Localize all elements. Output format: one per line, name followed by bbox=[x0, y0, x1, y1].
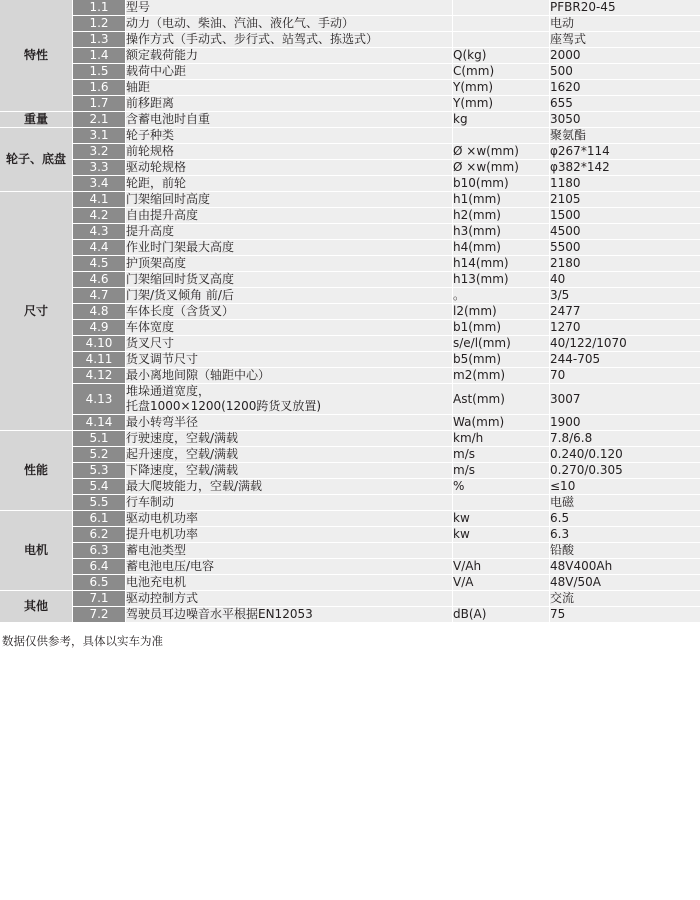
row-description: 前移距离 bbox=[126, 96, 453, 112]
table-row bbox=[0, 607, 700, 623]
row-unit: Wa(mm) bbox=[453, 415, 550, 431]
table-row bbox=[0, 591, 700, 607]
row-number: 4.13 bbox=[73, 384, 126, 415]
table-row bbox=[0, 272, 700, 288]
row-value: 2477 bbox=[550, 304, 700, 320]
row-unit: h14(mm) bbox=[453, 256, 550, 272]
row-unit: b10(mm) bbox=[453, 176, 550, 192]
table-row bbox=[0, 144, 700, 160]
row-number: 4.1 bbox=[73, 192, 126, 208]
row-unit: h2(mm) bbox=[453, 208, 550, 224]
row-number: 4.4 bbox=[73, 240, 126, 256]
row-unit: b1(mm) bbox=[453, 320, 550, 336]
row-value: 2105 bbox=[550, 192, 700, 208]
row-number: 4.8 bbox=[73, 304, 126, 320]
row-value: 48V/50A bbox=[550, 575, 700, 591]
row-number: 1.2 bbox=[73, 16, 126, 32]
row-unit: % bbox=[453, 479, 550, 495]
table-row bbox=[0, 495, 700, 511]
row-value: 聚氨酯 bbox=[550, 128, 700, 144]
row-number: 7.2 bbox=[73, 607, 126, 623]
table-row bbox=[0, 128, 700, 144]
row-number: 4.3 bbox=[73, 224, 126, 240]
row-value: 电磁 bbox=[550, 495, 700, 511]
table-row bbox=[0, 336, 700, 352]
row-value: 70 bbox=[550, 368, 700, 384]
table-row bbox=[0, 559, 700, 575]
row-description: 载荷中心距 bbox=[126, 64, 453, 80]
row-unit: Y(mm) bbox=[453, 80, 550, 96]
row-unit bbox=[453, 0, 550, 16]
row-description: 动力（电动、柴油、汽油、液化气、手动） bbox=[126, 16, 453, 32]
table-row bbox=[0, 208, 700, 224]
row-unit bbox=[453, 16, 550, 32]
row-number: 3.1 bbox=[73, 128, 126, 144]
table-row bbox=[0, 527, 700, 543]
row-description: 门架/货叉倾角 前/后 bbox=[126, 288, 453, 304]
row-unit: h1(mm) bbox=[453, 192, 550, 208]
row-unit: h13(mm) bbox=[453, 272, 550, 288]
row-value: 0.270/0.305 bbox=[550, 463, 700, 479]
table-row bbox=[0, 256, 700, 272]
table-row bbox=[0, 48, 700, 64]
row-description: 车体长度（含货叉） bbox=[126, 304, 453, 320]
row-unit bbox=[453, 495, 550, 511]
row-value: 1270 bbox=[550, 320, 700, 336]
row-value: 3050 bbox=[550, 112, 700, 128]
table-row bbox=[0, 16, 700, 32]
row-number: 4.14 bbox=[73, 415, 126, 431]
row-unit: 。 bbox=[453, 288, 550, 304]
row-value: 7.8/6.8 bbox=[550, 431, 700, 447]
row-unit: Y(mm) bbox=[453, 96, 550, 112]
row-description: 型号 bbox=[126, 0, 453, 16]
row-unit: l2(mm) bbox=[453, 304, 550, 320]
table-row bbox=[0, 479, 700, 495]
group-label: 电机 bbox=[0, 511, 73, 591]
group-label: 特性 bbox=[0, 0, 73, 112]
row-value: φ267*114 bbox=[550, 144, 700, 160]
row-description: 轮距，前轮 bbox=[126, 176, 453, 192]
group-label: 重量 bbox=[0, 112, 73, 128]
row-description: 驱动电机功率 bbox=[126, 511, 453, 527]
row-unit bbox=[453, 128, 550, 144]
row-number: 5.2 bbox=[73, 447, 126, 463]
row-unit: kw bbox=[453, 527, 550, 543]
row-description: 最大爬坡能力，空载/满载 bbox=[126, 479, 453, 495]
row-value: 40/122/1070 bbox=[550, 336, 700, 352]
row-number: 4.2 bbox=[73, 208, 126, 224]
row-description: 提升电机功率 bbox=[126, 527, 453, 543]
table-row bbox=[0, 511, 700, 527]
table-row bbox=[0, 304, 700, 320]
row-unit: V/Ah bbox=[453, 559, 550, 575]
row-description: 护顶架高度 bbox=[126, 256, 453, 272]
row-unit: m2(mm) bbox=[453, 368, 550, 384]
row-unit: C(mm) bbox=[453, 64, 550, 80]
row-number: 4.10 bbox=[73, 336, 126, 352]
row-number: 1.7 bbox=[73, 96, 126, 112]
row-description: 最小转弯半径 bbox=[126, 415, 453, 431]
row-description: 驱动控制方式 bbox=[126, 591, 453, 607]
row-number: 4.6 bbox=[73, 272, 126, 288]
table-row bbox=[0, 288, 700, 304]
group-label: 轮子、底盘 bbox=[0, 128, 73, 192]
table-row bbox=[0, 32, 700, 48]
row-description: 电池充电机 bbox=[126, 575, 453, 591]
row-unit: b5(mm) bbox=[453, 352, 550, 368]
row-value: 1620 bbox=[550, 80, 700, 96]
row-description: 驾驶员耳边噪音水平根据EN12053 bbox=[126, 607, 453, 623]
row-description: 行驶速度，空载/满载 bbox=[126, 431, 453, 447]
row-unit: V/A bbox=[453, 575, 550, 591]
row-number: 3.3 bbox=[73, 160, 126, 176]
row-number: 4.7 bbox=[73, 288, 126, 304]
table-row bbox=[0, 447, 700, 463]
table-row bbox=[0, 64, 700, 80]
row-number: 4.11 bbox=[73, 352, 126, 368]
row-number: 5.3 bbox=[73, 463, 126, 479]
row-number: 1.6 bbox=[73, 80, 126, 96]
row-description: 行车制动 bbox=[126, 495, 453, 511]
table-row bbox=[0, 192, 700, 208]
table-row bbox=[0, 368, 700, 384]
table-row bbox=[0, 320, 700, 336]
row-description: 含蓄电池时自重 bbox=[126, 112, 453, 128]
row-unit: dB(A) bbox=[453, 607, 550, 623]
row-value: 电动 bbox=[550, 16, 700, 32]
table-row bbox=[0, 224, 700, 240]
row-unit: km/h bbox=[453, 431, 550, 447]
row-value: 3/5 bbox=[550, 288, 700, 304]
row-unit: m/s bbox=[453, 463, 550, 479]
table-row bbox=[0, 96, 700, 112]
row-unit: s/e/l(mm) bbox=[453, 336, 550, 352]
table-row bbox=[0, 431, 700, 447]
row-description: 额定载荷能力 bbox=[126, 48, 453, 64]
row-number: 1.5 bbox=[73, 64, 126, 80]
row-number: 6.1 bbox=[73, 511, 126, 527]
row-value: 244-705 bbox=[550, 352, 700, 368]
row-unit: kw bbox=[453, 511, 550, 527]
row-unit: Ø ×w(mm) bbox=[453, 144, 550, 160]
row-number: 1.3 bbox=[73, 32, 126, 48]
row-value: 1180 bbox=[550, 176, 700, 192]
row-description: 蓄电池电压/电容 bbox=[126, 559, 453, 575]
row-number: 5.4 bbox=[73, 479, 126, 495]
row-unit bbox=[453, 543, 550, 559]
row-description: 蓄电池类型 bbox=[126, 543, 453, 559]
row-description: 起升速度，空载/满载 bbox=[126, 447, 453, 463]
table-row bbox=[0, 240, 700, 256]
row-value: 500 bbox=[550, 64, 700, 80]
row-value: 1900 bbox=[550, 415, 700, 431]
table-row bbox=[0, 415, 700, 431]
row-number: 4.9 bbox=[73, 320, 126, 336]
row-value: 6.3 bbox=[550, 527, 700, 543]
row-description: 提升高度 bbox=[126, 224, 453, 240]
row-value: 2000 bbox=[550, 48, 700, 64]
row-description: 车体宽度 bbox=[126, 320, 453, 336]
row-number: 4.5 bbox=[73, 256, 126, 272]
row-description: 驱动轮规格 bbox=[126, 160, 453, 176]
row-number: 5.1 bbox=[73, 431, 126, 447]
row-value: 48V400Ah bbox=[550, 559, 700, 575]
group-label: 性能 bbox=[0, 431, 73, 511]
group-label: 尺寸 bbox=[0, 192, 73, 431]
row-unit: h3(mm) bbox=[453, 224, 550, 240]
row-unit bbox=[453, 591, 550, 607]
row-value: 2180 bbox=[550, 256, 700, 272]
table-row bbox=[0, 463, 700, 479]
table-row bbox=[0, 80, 700, 96]
table-row bbox=[0, 575, 700, 591]
row-value: 5500 bbox=[550, 240, 700, 256]
row-description: 自由提升高度 bbox=[126, 208, 453, 224]
row-description: 作业时门架最大高度 bbox=[126, 240, 453, 256]
row-number: 7.1 bbox=[73, 591, 126, 607]
row-value: 3007 bbox=[550, 384, 700, 415]
row-unit: kg bbox=[453, 112, 550, 128]
table-row bbox=[0, 112, 700, 128]
table-row bbox=[0, 384, 700, 415]
group-label: 其他 bbox=[0, 591, 73, 623]
row-number: 6.4 bbox=[73, 559, 126, 575]
table-row bbox=[0, 160, 700, 176]
row-description: 最小离地间隙（轴距中心） bbox=[126, 368, 453, 384]
row-value: 交流 bbox=[550, 591, 700, 607]
table-row bbox=[0, 352, 700, 368]
row-unit: Q(kg) bbox=[453, 48, 550, 64]
row-number: 4.12 bbox=[73, 368, 126, 384]
row-unit: h4(mm) bbox=[453, 240, 550, 256]
row-number: 3.4 bbox=[73, 176, 126, 192]
row-value: 6.5 bbox=[550, 511, 700, 527]
row-number: 5.5 bbox=[73, 495, 126, 511]
row-number: 6.5 bbox=[73, 575, 126, 591]
row-description: 前轮规格 bbox=[126, 144, 453, 160]
row-description: 操作方式（手动式、步行式、站驾式、拣选式） bbox=[126, 32, 453, 48]
row-value: 座驾式 bbox=[550, 32, 700, 48]
row-description: 门架缩回时高度 bbox=[126, 192, 453, 208]
row-value: 4500 bbox=[550, 224, 700, 240]
row-value: PFBR20-45 bbox=[550, 0, 700, 16]
row-value: 655 bbox=[550, 96, 700, 112]
table-row bbox=[0, 0, 700, 16]
row-value: 1500 bbox=[550, 208, 700, 224]
row-unit: m/s bbox=[453, 447, 550, 463]
row-number: 6.3 bbox=[73, 543, 126, 559]
row-description: 轮子种类 bbox=[126, 128, 453, 144]
row-value: φ382*142 bbox=[550, 160, 700, 176]
row-value: 40 bbox=[550, 272, 700, 288]
row-unit: Ast(mm) bbox=[453, 384, 550, 415]
row-unit: Ø ×w(mm) bbox=[453, 160, 550, 176]
row-description: 门架缩回时货叉高度 bbox=[126, 272, 453, 288]
row-value: 铅酸 bbox=[550, 543, 700, 559]
table-footnote: 数据仅供参考，具体以实车为准 bbox=[2, 634, 163, 648]
row-description: 货叉尺寸 bbox=[126, 336, 453, 352]
row-unit bbox=[453, 32, 550, 48]
row-number: 1.4 bbox=[73, 48, 126, 64]
row-value: ≤10 bbox=[550, 479, 700, 495]
row-description: 货叉调节尺寸 bbox=[126, 352, 453, 368]
row-number: 1.1 bbox=[73, 0, 126, 16]
row-description: 轴距 bbox=[126, 80, 453, 96]
row-value: 0.240/0.120 bbox=[550, 447, 700, 463]
row-number: 3.2 bbox=[73, 144, 126, 160]
row-description: 下降速度，空载/满载 bbox=[126, 463, 453, 479]
row-number: 6.2 bbox=[73, 527, 126, 543]
row-number: 2.1 bbox=[73, 112, 126, 128]
row-value: 75 bbox=[550, 607, 700, 623]
table-row bbox=[0, 543, 700, 559]
table-row bbox=[0, 176, 700, 192]
row-description: 堆垛通道宽度， 托盘1000×1200(1200跨货叉放置) bbox=[126, 384, 453, 415]
